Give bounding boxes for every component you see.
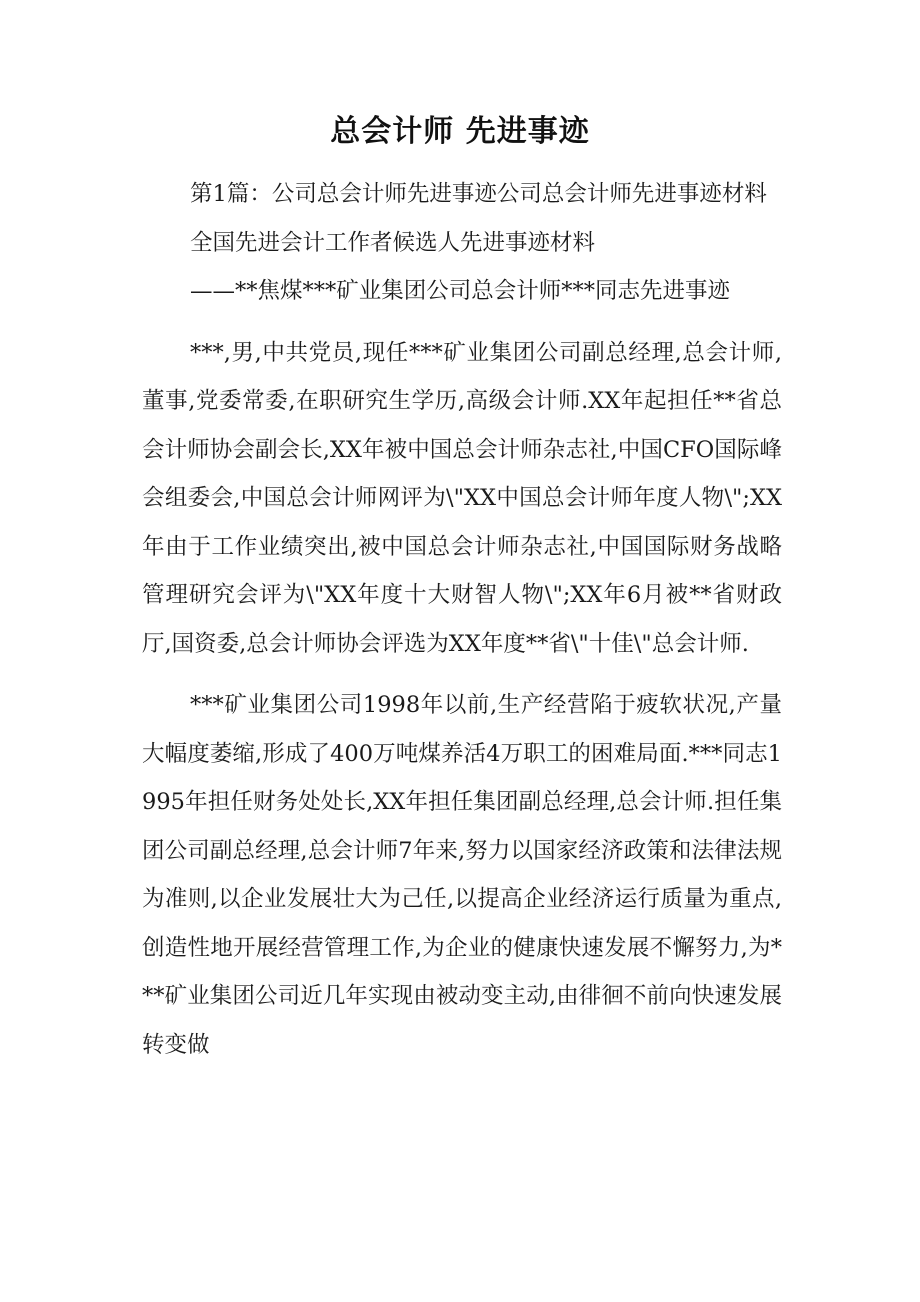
paragraph-material-title: 全国先进会计工作者候选人先进事迹材料: [190, 229, 596, 256]
paragraph-background: ***矿业集团公司1998年以前,生产经营陷于疲软状况,产量大幅度萎缩,形成了400万吨煤养活4万职工的困难局面.***同志1995年担任财务处处长,XX年担任集团副总经理,总会计师.担任集团公司副总经理,总会计师7年来,努力以国家经济政策和法律法规为准则,以企业发展壮大为己任,以提高企业经济运行质量为重点,创造性地开展经营管理工作,为企业的健康快速发展不懈努力,为***矿业集团公司近几年实现由被动变主动,由徘徊不前向快速发展转变做: [142, 692, 782, 1058]
paragraph-subtitle: ——**焦煤***矿业集团公司总会计师***同志先进事迹: [190, 278, 731, 304]
document-title: 总会计师 先进事迹: [330, 114, 590, 149]
paragraph-biography: ***,男,中共党员,现任***矿业集团公司副总经理,总会计师,董事,党委常委,在职研究生学历,高级会计师.XX年起担任**省总会计师协会副会长,XX年被中国总会计师杂志社,中国CFO国际峰会组委会,中国总会计师网评为\"XX中国总会计师年度人物\";XX年由于工作业绩突出,被中国总会计师杂志社,中国国际财务战略管理研究会评为\"XX年度十大财智人物\";XX年6月被**省财政厅,国资委,总会计师协会评选为XX年度**省\"十佳\"总会计师.: [142, 339, 782, 657]
document-body: [142, 170, 782, 1069]
paragraph-article-heading: 第1篇：公司总会计师先进事迹公司总会计师先进事迹材料: [190, 181, 767, 207]
